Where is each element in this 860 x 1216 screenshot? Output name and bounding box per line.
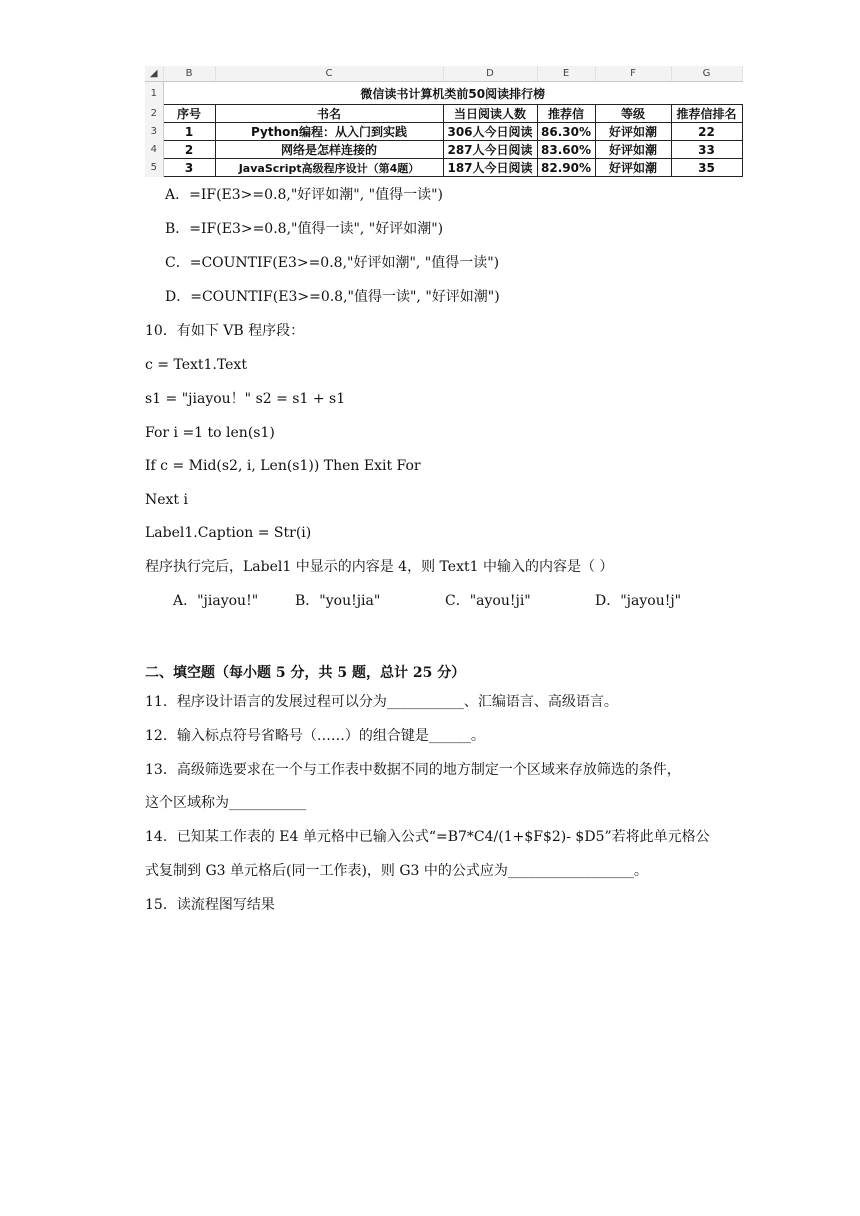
- row-number: 3: [145, 123, 163, 141]
- title-row: [145, 82, 742, 105]
- column-label: 当日阅读人数: [443, 105, 537, 123]
- code-line: c = Text1.Text: [145, 357, 247, 373]
- table-cell: 好评如潮: [595, 141, 671, 159]
- row-number: 1: [145, 82, 163, 105]
- table-row: [145, 159, 742, 177]
- section-heading: 二、填空题（每小题 5 分，共 5 题，总计 25 分）: [145, 665, 466, 681]
- table-cell: 2: [163, 141, 215, 159]
- spreadsheet-image: [145, 66, 742, 176]
- row-number: 5: [145, 159, 163, 177]
- code-line: Label1.Caption = Str(i): [145, 525, 312, 541]
- corner-triangle-icon: ◢: [145, 66, 163, 82]
- q10-question: 程序执行完后，Label1 中显示的内容是 4，则 Text1 中输入的内容是（ ）: [145, 559, 614, 575]
- q9-option-b: B．=IF(E3>=0.8,"值得一读", "好评如潮"): [165, 221, 444, 237]
- column-label: 序号: [163, 105, 215, 123]
- col-header: F: [595, 66, 671, 82]
- table-cell: 网络是怎样连接的: [215, 141, 443, 159]
- code-line: If c = Mid(s2, i, Len(s1)) Then Exit For: [145, 458, 421, 474]
- table-cell: 33: [671, 141, 742, 159]
- table-cell: 1: [163, 123, 215, 141]
- header-row: [145, 105, 742, 123]
- table-cell: 287人今日阅读: [443, 141, 537, 159]
- question-line: 式复制到 G3 单元格后(同一工作表)，则 G3 中的公式应为__________________。: [145, 863, 648, 879]
- code-line: For i =1 to len(s1): [145, 425, 275, 441]
- table-cell: 187人今日阅读: [443, 159, 537, 177]
- table-cell: 22: [671, 123, 742, 141]
- q10-option-d: D．"jayou!j": [595, 593, 682, 609]
- row-number: 4: [145, 141, 163, 159]
- col-header: E: [537, 66, 595, 82]
- table-cell: 86.30%: [537, 123, 595, 141]
- q10-stem: 10．有如下 VB 程序段：: [145, 323, 305, 339]
- table-title: 微信读书计算机类前50阅读排行榜: [360, 86, 546, 101]
- column-header-row: [145, 66, 742, 82]
- q10-option-c: C．"ayou!ji": [445, 593, 531, 609]
- code-line: s1 = "jiayou！" s2 = s1 + s1: [145, 391, 346, 407]
- table-cell: 好评如潮: [595, 159, 671, 177]
- column-label: 等级: [595, 105, 671, 123]
- question-line: 14．已知某工作表的 E4 单元格中已输入公式“=B7*C4/(1+$F$2)- $D5”若将此单元格公: [145, 829, 710, 845]
- column-label: 书名: [215, 105, 443, 123]
- col-header: B: [163, 66, 215, 82]
- table-cell: 82.90%: [537, 159, 595, 177]
- column-label: 推荐信: [537, 105, 595, 123]
- question-line: 13．高级筛选要求在一个与工作表中数据不同的地方制定一个区域来存放筛选的条件，: [145, 762, 681, 778]
- q10-option-b: B．"you!jia": [295, 593, 381, 609]
- column-label: 推荐信排名: [671, 105, 742, 123]
- table-cell: Python编程：从入门到实践: [215, 123, 443, 141]
- q9-option-a: A．=IF(E3>=0.8,"好评如潮", "值得一读"): [165, 187, 443, 203]
- table-cell: 3: [163, 159, 215, 177]
- ranking-table: [145, 66, 743, 177]
- table-cell: 好评如潮: [595, 123, 671, 141]
- code-line: Next i: [145, 492, 188, 508]
- question-line: 这个区域称为___________: [145, 795, 306, 811]
- table-cell: JavaScript高级程序设计（第4题）: [215, 159, 443, 177]
- table-cell: 35: [671, 159, 742, 177]
- q9-option-c: C．=COUNTIF(E3>=0.8,"好评如潮", "值得一读"): [165, 255, 500, 271]
- question-line: 15．读流程图写结果: [145, 897, 275, 913]
- col-header: G: [671, 66, 742, 82]
- table-row: [145, 123, 742, 141]
- table-row: [145, 141, 742, 159]
- question-line: 12．输入标点符号省略号（……）的组合键是______。: [145, 728, 485, 744]
- col-header: D: [443, 66, 537, 82]
- col-header: C: [215, 66, 443, 82]
- table-cell: 83.60%: [537, 141, 595, 159]
- row-number: 2: [145, 105, 163, 123]
- q10-option-a: A．"jiayou!": [173, 593, 259, 609]
- question-line: 11．程序设计语言的发展过程可以分为___________、汇编语言、高级语言。: [145, 694, 618, 710]
- table-cell: 306人今日阅读: [443, 123, 537, 141]
- q9-option-d: D．=COUNTIF(E3>=0.8,"值得一读", "好评如潮"): [165, 289, 500, 305]
